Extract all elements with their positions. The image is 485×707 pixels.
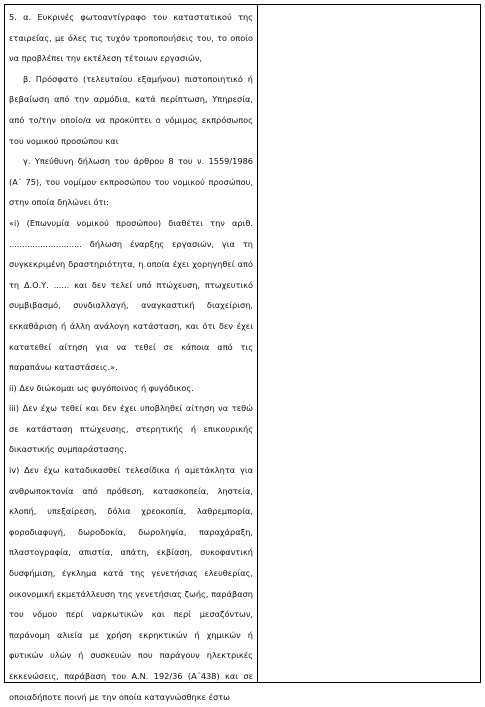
right-cell-empty (258, 5, 480, 682)
left-cell (5, 5, 258, 702)
paragraph-ii: ii) Δεν διώκομαι ως φυγόποινος ή φυγόδικος. (9, 382, 194, 393)
document-table (4, 4, 481, 702)
paragraph-iv: iv) Δεν έχω καταδικασθεί τελεσίδικα ή αμετάκλητα για ανθρωποκτονία από πρόθεση, κατασκοπεία, ληστεία, κλοπή, υπεξαίρεση, δόλια χρεοκοπία, λαθρεμπορία, φοροδιαφυγή, δωροδοκία, δωροληψία, παραχάραξη, πλαστογραφία, απιστία, απάτη, εκβίαση, συκοφαντική δυσφήμιση, έγκλημα κατά της γενετήσιας ελευθερίας, οικονομική εκμετάλλευση της γενετήσιας ζωής, παράβαση του νόμου περί ναρκωτικών και περί μεσαζόντων, παράνομη αλιεία με χρήση εκρηκτικών ή χημικών ή φυτικών υλών ή συσκευών που παράγουν ηλεκτρικές εκκενώσεις, παράβαση του Α.Ν. 192/36 (Α΄438) και σε οποιαδήποτε ποινή με την οποία καταγνώσθηκε έστω (9, 465, 253, 702)
paragraph-i: «i) (Επωνυμία νομικού προσώπου) διαθέτει την αριθ. ............................ δήλωση έναρξης εργασιών, για τη συγκεκριμένη δραστηριότητα, η οποία έχει χορηγηθεί από τη Δ.Ο.Υ. ...... και δεν τελεί υπό πτώχευση, πτωχευτικό συμβιβασμό, συνδιαλλαγή, αναγκαστική διαχείριση, εκκαθάριση ή άλλη ανάλογη κατάσταση, και ότι δεν έχει κατατεθεί αίτηση για να τεθεί σε κάποια από τις παραπάνω καταστάσεις.». (9, 217, 253, 373)
paragraph-5a: 5. α. Ευκρινές φωτοαντίγραφο του καταστατικού της εταιρείας, με όλες τις τυχόν τροποποιήσεις του, το οποίο να προβλέπει την εκτέλεση τέτοιων εργασιών, (9, 12, 253, 64)
paragraph-5b: β. Πρόσφατο (τελευταίου εξαμήνου) πιστοποιητικό ή βεβαίωση από την αρμόδια, κατά περίπτωση, Υπηρεσία, από το/την οποίο/α να προκύπτει ο νόμιμος εκπρόσωπος του νομικού προσώπου και (9, 73, 253, 146)
paragraph-5c: γ. Υπεύθυνη δήλωση του άρθρου 8 του ν. 1559/1986 (Α΄ 75), του νομίμου εκπροσώπου του νομικού προσώπου, στην οποία δηλώνει ότι: (9, 156, 253, 208)
paragraph-iii: iii) Δεν έχω τεθεί και δεν έχει υποβληθεί αίτηση να τεθώ σε κατάσταση πτώχευσης, στερητικής ή επικουρικής δικαστικής συμπαράστασης. (9, 403, 253, 455)
